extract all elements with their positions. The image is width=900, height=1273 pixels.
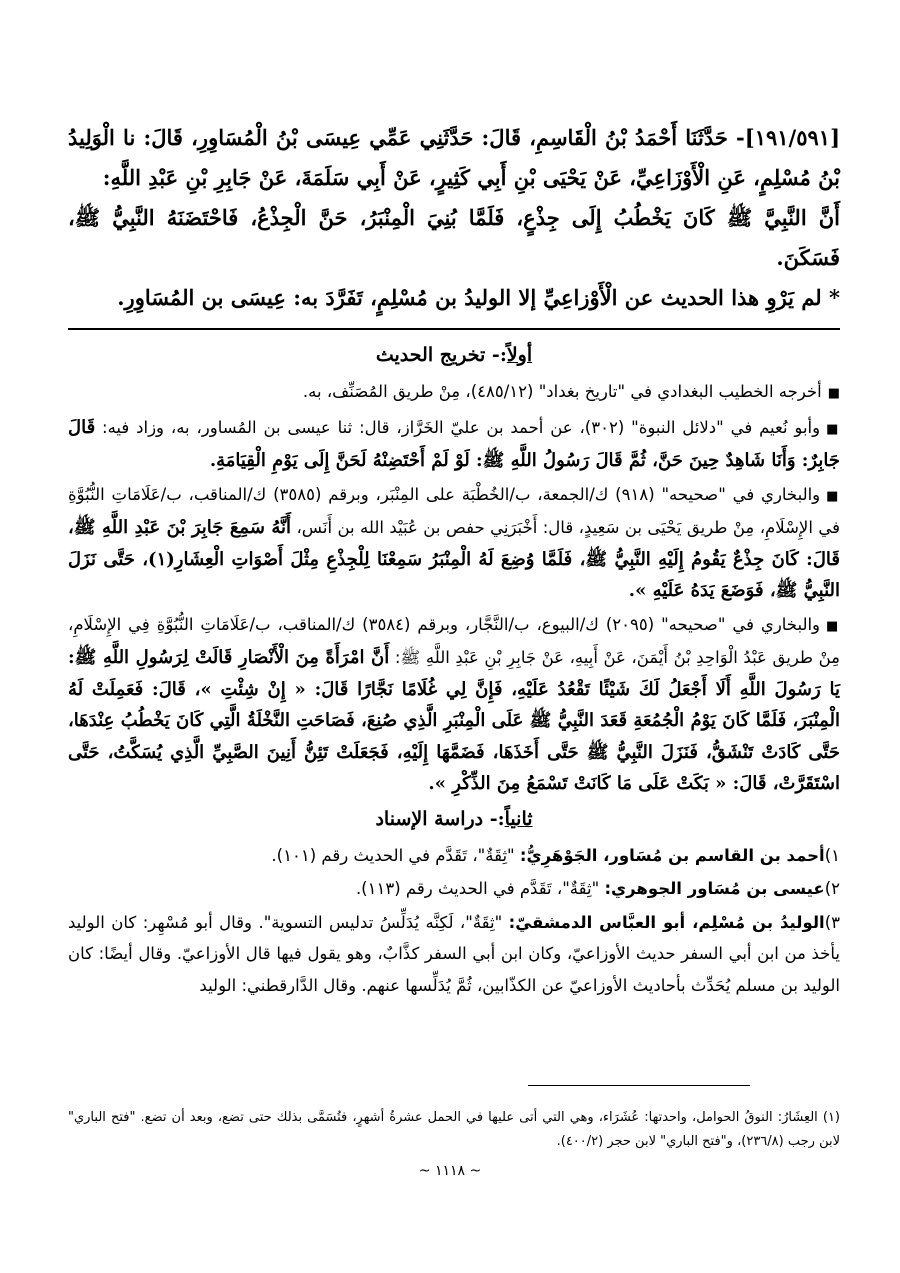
- hadith-note: * لم يَرْوِ هذا الحديث عن الْأَوْزاعِيِّ إلا الوليدُ بن مُسْلِمٍ، تَفَرَّدَ به: عِيسَى بن المُسَاوِرِ.: [117, 285, 840, 310]
- section-title-isnad: [68, 804, 840, 834]
- bullet-icon: ■: [826, 618, 840, 634]
- page-number: ~ ١١١٨ ~: [418, 1163, 482, 1179]
- section-title-takhrij: [68, 340, 840, 370]
- rijal-number: ٣): [824, 912, 840, 932]
- takhrij-item: [68, 412, 840, 477]
- takhrij-quote: أَنَّ امْرَأَةً مِنَ الْأَنْصَارِ قَالَتْ لِرَسُولِ اللَّهِ ﷺ: يَا رَسُولَ اللَّهِ أَلَا أَجْعَلُ لَكَ شَيْئًا تَقْعُدُ عَلَيْهِ، فَإِنَّ لِي غُلَامًا نَجَّارًا قَالَ: « إِنْ شِئْتِ »، قَالَ: فَعَمِلَتْ لَهُ الْمِنْبَرَ، فَلَمَّا كَانَ يَوْمُ الْجُمُعَةِ قَعَدَ النَّبِيُّ ﷺ عَلَى الْمِنْبَرِ الَّذِي صُنِعَ، فَصَاحَتِ النَّخْلَةُ الَّتِي كَانَ يَخْطُبُ عِنْدَهَا، حَتَّى كَادَتْ تَنْشَقُّ، فَنَزَلَ النَّبِيُّ ﷺ حَتَّى أَخَذَهَا، فَضَمَّهَا إِلَيْهِ، فَجَعَلَتْ تَئِنُّ أَنِينَ الصَّبِيِّ الَّذِي يُسَكَّتُ، حَتَّى اسْتَقَرَّتْ، قَالَ: « بَكَتْ عَلَى مَا كَانَتْ تَسْمَعُ مِنَ الذِّكْرِ ».: [68, 647, 840, 794]
- rijal-name: عيسى بن مُسَاور الجوهري:: [604, 879, 825, 898]
- section-ordinal: ثانياً: [504, 807, 533, 830]
- page-content: [68, 118, 840, 1003]
- rijal-item: [68, 907, 840, 1002]
- rijal-number: ١): [824, 845, 840, 865]
- bullet-icon: ■: [827, 386, 840, 401]
- footnote: [68, 1106, 840, 1154]
- rijal-number: ٢): [824, 879, 840, 898]
- rijal-text: "ثِقَةٌ"، تَقَدَّم في الحديث رقم (١١٣).: [355, 879, 605, 898]
- hadith-isnad: [١٩١/٥٩١]- حَدَّثَنَا أَحْمَدُ بْنُ الْقَاسِمِ، قَالَ: حَدَّثَنِي عَمِّي عِيسَى بْنُ الْمُسَاوِرِ، قَالَ: نا الْوَلِيدُ بْنُ مُسْلِمٍ، عَنِ الْأَوْزَاعِيِّ، عَنْ يَحْيَى بْنِ أَبِي كَثِيرٍ، عَنْ أَبِي سَلَمَةَ، عَنْ جَابِرِ بْنِ عَبْدِ اللَّهِ:: [68, 125, 840, 190]
- footnote-text: (١) العِشَارُ: النوقُ الحوامل، واحدتها: عُشَرَاء، وهي التي أتى عليها في الحمل عشرةُ أشهرٍ، فتُسَمَّى بذلك حتى تضع، وبعد أن تضع. "فتح الباري" لابن رجب (٢٣٦/٨)، و"فتح الباري" لابن حجر (٤٠٠/٢).: [68, 1110, 840, 1149]
- hadith-block: [68, 118, 840, 318]
- section-heading: :- تخريج الحديث: [375, 344, 507, 366]
- bullet-icon: ■: [826, 488, 840, 504]
- section-ordinal: أولاً: [506, 344, 533, 366]
- rijal-text: "ثِقَةٌ"، تَقَدَّم في الحديث رقم (١٠١).: [271, 845, 520, 865]
- section-heading: :- دراسة الإسناد: [375, 807, 505, 830]
- bullet-icon: ■: [826, 421, 840, 437]
- takhrij-item: [68, 479, 840, 607]
- takhrij-text: أخرجه الخطيب البغدادي في "تاريخ بغداد" (٤٨٥/١٢)، مِنْ طريق المُصَنِّف، به.: [302, 382, 822, 401]
- hadith-matn: أَنَّ النَّبِيَّ ﷺ كَانَ يَخْطُبُ إِلَى جِذْعٍ، فَلَمَّا بُنِيَ الْمِنْبَرُ، حَنَّ الْجِذْعُ، فَاحْتَضَنَهُ النَّبِيُّ ﷺ، فَسَكَنَ.: [68, 205, 840, 270]
- takhrij-text: والبخاري في "صحيحه" (٢٠٩٥) ك/البيوع، ب/النَّجَّار، وبرقم (٣٥٨٤) ك/المناقب، ب/عَلَامَاتِ النُّبُوَّةِ فِي الإِسْلَامِ، مِنْ طريق عَبْدُ الْوَاحِدِ بْنُ أَيْمَنَ، عَنْ أَبِيهِ، عَنْ جَابِرِ بْنِ عَبْدِ اللَّهِ ﷺ:: [68, 614, 841, 667]
- section-divider: [68, 328, 840, 330]
- rijal-name: أحمد بن القاسم بن مُسَاور، الجَوْهَرِيُّ:: [519, 845, 825, 865]
- takhrij-item: [68, 609, 840, 800]
- takhrij-text: والبخاري في "صحيحه" (٩١٨) ك/الجمعة، ب/الخُطْبَة على المِنْبَر، وبرقم (٣٥٨٥) ك/المناقب، ب/عَلَامَاتِ النُّبُوَّةِ في الإِسْلَامِ، مِنْ طريق يَحْيَى بن سَعِيدٍ، قال: أَخْبَرَنِي حفص بن عُبَيْد الله بن أَنَس،: [68, 484, 840, 537]
- rijal-name: الوليدُ بن مُسْلِم، أبو العبَّاس الدمشقيّ:: [508, 912, 825, 932]
- footnote-divider: [528, 1085, 750, 1086]
- rijal-item: [68, 873, 840, 905]
- rijal-list: [68, 840, 840, 1002]
- takhrij-list: [68, 376, 840, 800]
- takhrij-quote: أَنَّهُ سَمِعَ جَابِرَ بْنَ عَبْدِ اللَّهِ ﷺ، قَالَ: كَانَ جِذْعٌ يَقُومُ إِلَيْهِ النَّبِيُّ ﷺ، فَلَمَّا وُضِعَ لَهُ الْمِنْبَرُ سَمِعْنَا لِلْجِذْعِ مِثْلَ أَصْوَاتِ الْعِشَارِ(١)، حَتَّى نَزَلَ النَّبِيُّ ﷺ، فَوَضَعَ يَدَهُ عَلَيْهِ ».: [68, 517, 840, 601]
- takhrij-item: [68, 376, 840, 410]
- rijal-item: [68, 840, 840, 872]
- takhrij-text: وأبو نُعيم في "دلائل النبوة" (٣٠٢)، عن أحمد بن عليّ الخَرَّاز، قال: ثنا عيسى بن المُساور، به، وزاد فيه:: [102, 417, 821, 437]
- takhrij-quote: قَالَ جَابِرٌ: وَأَنَا شَاهِدٌ حِينَ حَنَّ، ثُمَّ قَالَ رَسُولُ اللَّهِ ﷺ: لَوْ لَمْ أَحْتَضِنْهُ لَحَنَّ إِلَى يَوْمِ الْقِيَامَةِ.: [68, 416, 840, 471]
- rijal-text: "ثِقَةٌ"، لَكِنَّه يُدَلِّسُ تدليس التسوية". وقال أبو مُسْهِر: كان الوليد يأخذ من ابن أبي السفر حديث الأوزاعيّ، وكان ابن أبي السفر كذَّابٌ، وهو يقول فيها قال الأوزاعيّ. وقال أيضًا: كان الوليد بن مسلم يُحَدِّث بأحاديث الأوزاعيّ عن الكذّابين، ثُمَّ يُدَلِّسها عنهم. وقال الدَّارقطني: الوليد: [68, 912, 840, 995]
